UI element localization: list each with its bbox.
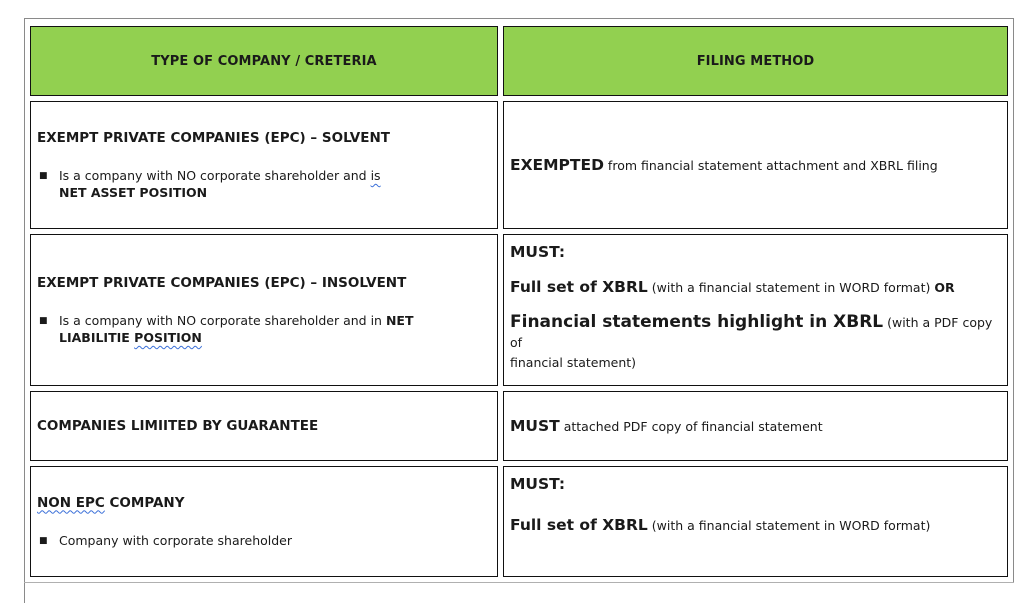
header-col1-label: TYPE OF COMPANY / CRETERIA [151,53,377,69]
non-epc-bullet [37,532,491,550]
epc-insolvent-bullet-net: NET [385,313,414,328]
must-label: MUST [510,416,560,435]
or-label: OR [934,280,955,295]
guarantee-title: COMPANIES LIMIITED BY GUARANTEE [37,418,319,434]
epc-insolvent-bullet-text [59,312,491,346]
epc-solvent-bullet [37,167,491,201]
epc-insolvent-method [510,235,1001,385]
guarantee-method [510,416,1001,437]
square-bullet-icon: ■ [39,171,48,181]
option-highlight [510,312,1001,373]
epc-insolvent-bullet [37,312,491,346]
epc-insolvent-method-cell [503,234,1008,386]
square-bullet-icon: ■ [39,316,48,326]
epc-solvent-bullet-text [59,167,491,201]
page-edge-top [24,18,1014,19]
non-epc-bullet-text: Company with corporate shareholder [59,532,292,548]
liabilitie-label: LIABILITIE [59,330,135,345]
epc-insolvent-bullet-prefix: Is a company with NO corporate shareholder and in [59,313,386,328]
exempted-rest: from financial statement attachment and XBRL filing [603,157,938,173]
page-edge-left [24,18,25,603]
non-epc-title [37,494,491,512]
fs-highlight-rest: (with a PDF copy of [510,315,993,350]
fs-highlight-label: Financial statements highlight in XBRL [510,312,884,332]
must-heading: MUST: [510,243,566,261]
epc-solvent-bullet-prefix: Is a company with NO corporate shareholder and [59,168,371,183]
epc-solvent-title: EXEMPT PRIVATE COMPANIES (EPC) – SOLVENT [37,130,390,146]
epc-solvent-criteria-cell [30,101,498,229]
non-epc-method-cell [503,466,1008,577]
epc-solvent-bullet-squig: is [370,168,381,183]
epc-solvent-net-asset-position: NET ASSET POSITION [59,185,208,200]
guarantee-method-rest: attached PDF copy of financial statement [559,418,823,434]
square-bullet-icon: ■ [39,535,48,546]
full-set-xbrl-rest: (with a financial statement in WORD format) [647,280,935,295]
option-full-set [510,277,1001,298]
page-edge-bottom [24,582,1014,583]
epc-solvent-method-cell [503,101,1008,229]
header-filing-method [503,26,1008,96]
non-epc-option-full-set [510,515,1001,536]
epc-insolvent-criteria-cell [30,234,498,386]
position-label: POSITION [134,330,202,345]
non-epc-method [510,467,1001,576]
epc-insolvent-title: EXEMPT PRIVATE COMPANIES (EPC) – INSOLVENT [37,275,407,291]
non-epc-criteria-cell [30,466,498,577]
guarantee-criteria-cell [30,391,498,461]
fs-highlight-line2: financial statement) [510,355,637,370]
header-col2-label: FILING METHOD [696,53,815,69]
full-set-xbrl-label: Full set of XBRL [510,278,648,296]
epc-solvent-method [510,155,1001,176]
header-type-of-company [30,26,498,96]
must-heading: MUST: [510,475,566,493]
full-set-xbrl-label: Full set of XBRL [510,516,648,534]
guarantee-method-cell [503,391,1008,461]
exempted-label: EXEMPTED [510,155,604,174]
full-set-xbrl-rest: (with a financial statement in WORD format) [647,518,931,533]
epc-insolvent-line2 [59,329,491,346]
page-edge-right [1013,18,1014,583]
non-epc-label: NON EPC [37,494,105,511]
company-label: COMPANY [104,494,185,511]
